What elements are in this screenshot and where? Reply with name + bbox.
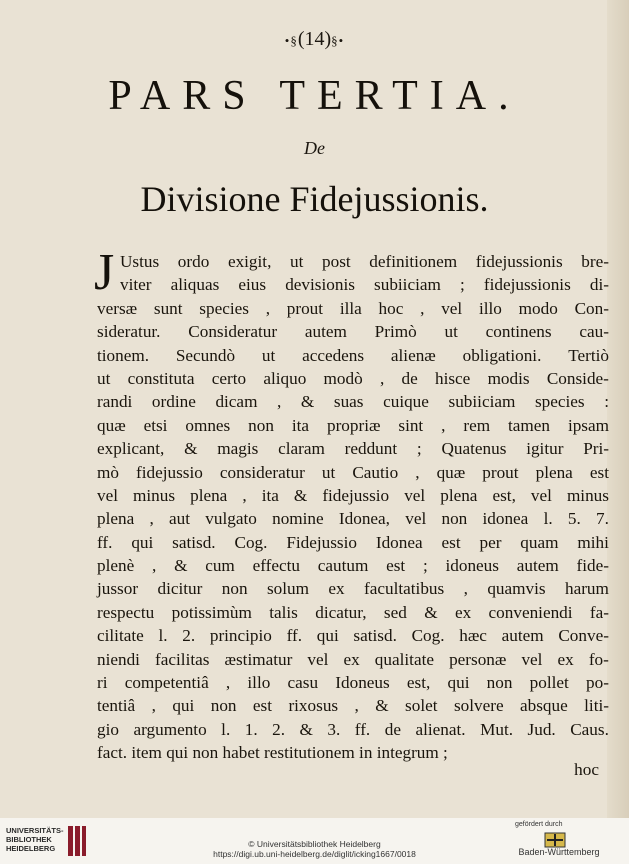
text-line: ut constituta certo aliquo modò , de hisce modis Conside-: [97, 368, 609, 388]
catchword: hoc: [574, 760, 599, 779]
text-line: mò fidejussio consideratur ut Cautio , quæ prout plena est: [97, 462, 609, 482]
funded-by-label: gefördert durch: [515, 821, 563, 828]
text-line: gio argumento l. 1. 2. & 3. ff. de alienat. Mut. Jud. Caus.: [97, 719, 609, 739]
text-line: versæ sunt species , prout illa hoc , vel illo modo Con-: [97, 298, 609, 318]
text-line: tentiâ , qui non est rixosus , & solet solvere absque liti-: [97, 696, 609, 716]
text-line: ri competentiâ , illo casu Idoneus est, qui non pollet po-: [97, 673, 609, 693]
text-line: randi ordine dicam , & suas cuique subiiciam species :: [97, 392, 609, 412]
folio-ornament-right: §•: [331, 33, 345, 48]
page-number: [0, 28, 629, 51]
funder-name: Baden-Württemberg: [518, 847, 600, 857]
part-title: PARS TERTIA.: [108, 73, 521, 119]
text-line: viter aliquas eius devisionis subiiciam ; fidejussionis di-: [120, 275, 609, 295]
text-line: explicant, & magis claram reddunt ; Quatenus igitur Pri-: [97, 439, 609, 459]
library-name-line1: UNIVERSITÄTS-: [6, 826, 64, 835]
library-name-line3: HEIDELBERG: [6, 844, 56, 853]
copyright-text: © Universitätsbibliothek Heidelberg: [248, 839, 381, 849]
text-line: niendi facilitas æstimatur vel ex qualitate personæ vel ex fo-: [97, 649, 609, 669]
de-heading: De: [304, 138, 325, 158]
text-line: sideratur. Consideratur autem Primò ut continens cau-: [97, 322, 609, 342]
text-lines: [97, 250, 609, 765]
text-line: respectu potissimùm talis dicatur, sed & ex conveniendi fa-: [97, 602, 609, 622]
library-name-line2: BIBLIOTHEK: [6, 835, 52, 844]
text-line: vel minus plena , ita & fidejussio vel plena est, vel minus: [97, 485, 609, 505]
text-line: cilitate l. 2. principio ff. qui satisd. Cog. hæc autem Conve-: [97, 626, 609, 646]
text-line: quæ etsi omnes non ita propriæ sint , rem tamen ipsam: [97, 415, 609, 435]
chapter-subtitle: Divisione Fidejussionis.: [140, 179, 489, 219]
text-line: tionem. Secundò ut accedens alienæ obligationi. Tertiò: [97, 345, 609, 365]
permalink[interactable]: https://digi.ub.uni-heidelberg.de/diglit/icking1667/0018: [213, 849, 416, 859]
body-text: [94, 244, 609, 765]
drop-cap: J: [94, 244, 115, 301]
text-line: ff. qui satisd. Cog. Fidejussio Idonea est per quam mihi: [97, 532, 609, 552]
page-edge-shadow: [607, 0, 629, 818]
folio-ornament-left: •§: [284, 33, 298, 48]
text-line: Ustus ordo exigit, ut post definitionem fidejussionis bre-: [120, 252, 609, 271]
funder-logo[interactable]: [509, 821, 619, 861]
folio-number: (14): [297, 28, 332, 50]
viewer-footer: [0, 818, 629, 864]
text-line: jussor dicitur non solum ex facultatibus , quamvis harum: [97, 579, 609, 599]
text-line: plena , aut vulgato nomine Idonea, vel non idonea l. 5. 7.: [97, 509, 609, 529]
text-line: fact. item qui non habet restitutionem in integrum ;: [97, 743, 448, 763]
text-line: plenè , & cum effectu cautum est ; idoneus autem fide-: [97, 556, 609, 576]
